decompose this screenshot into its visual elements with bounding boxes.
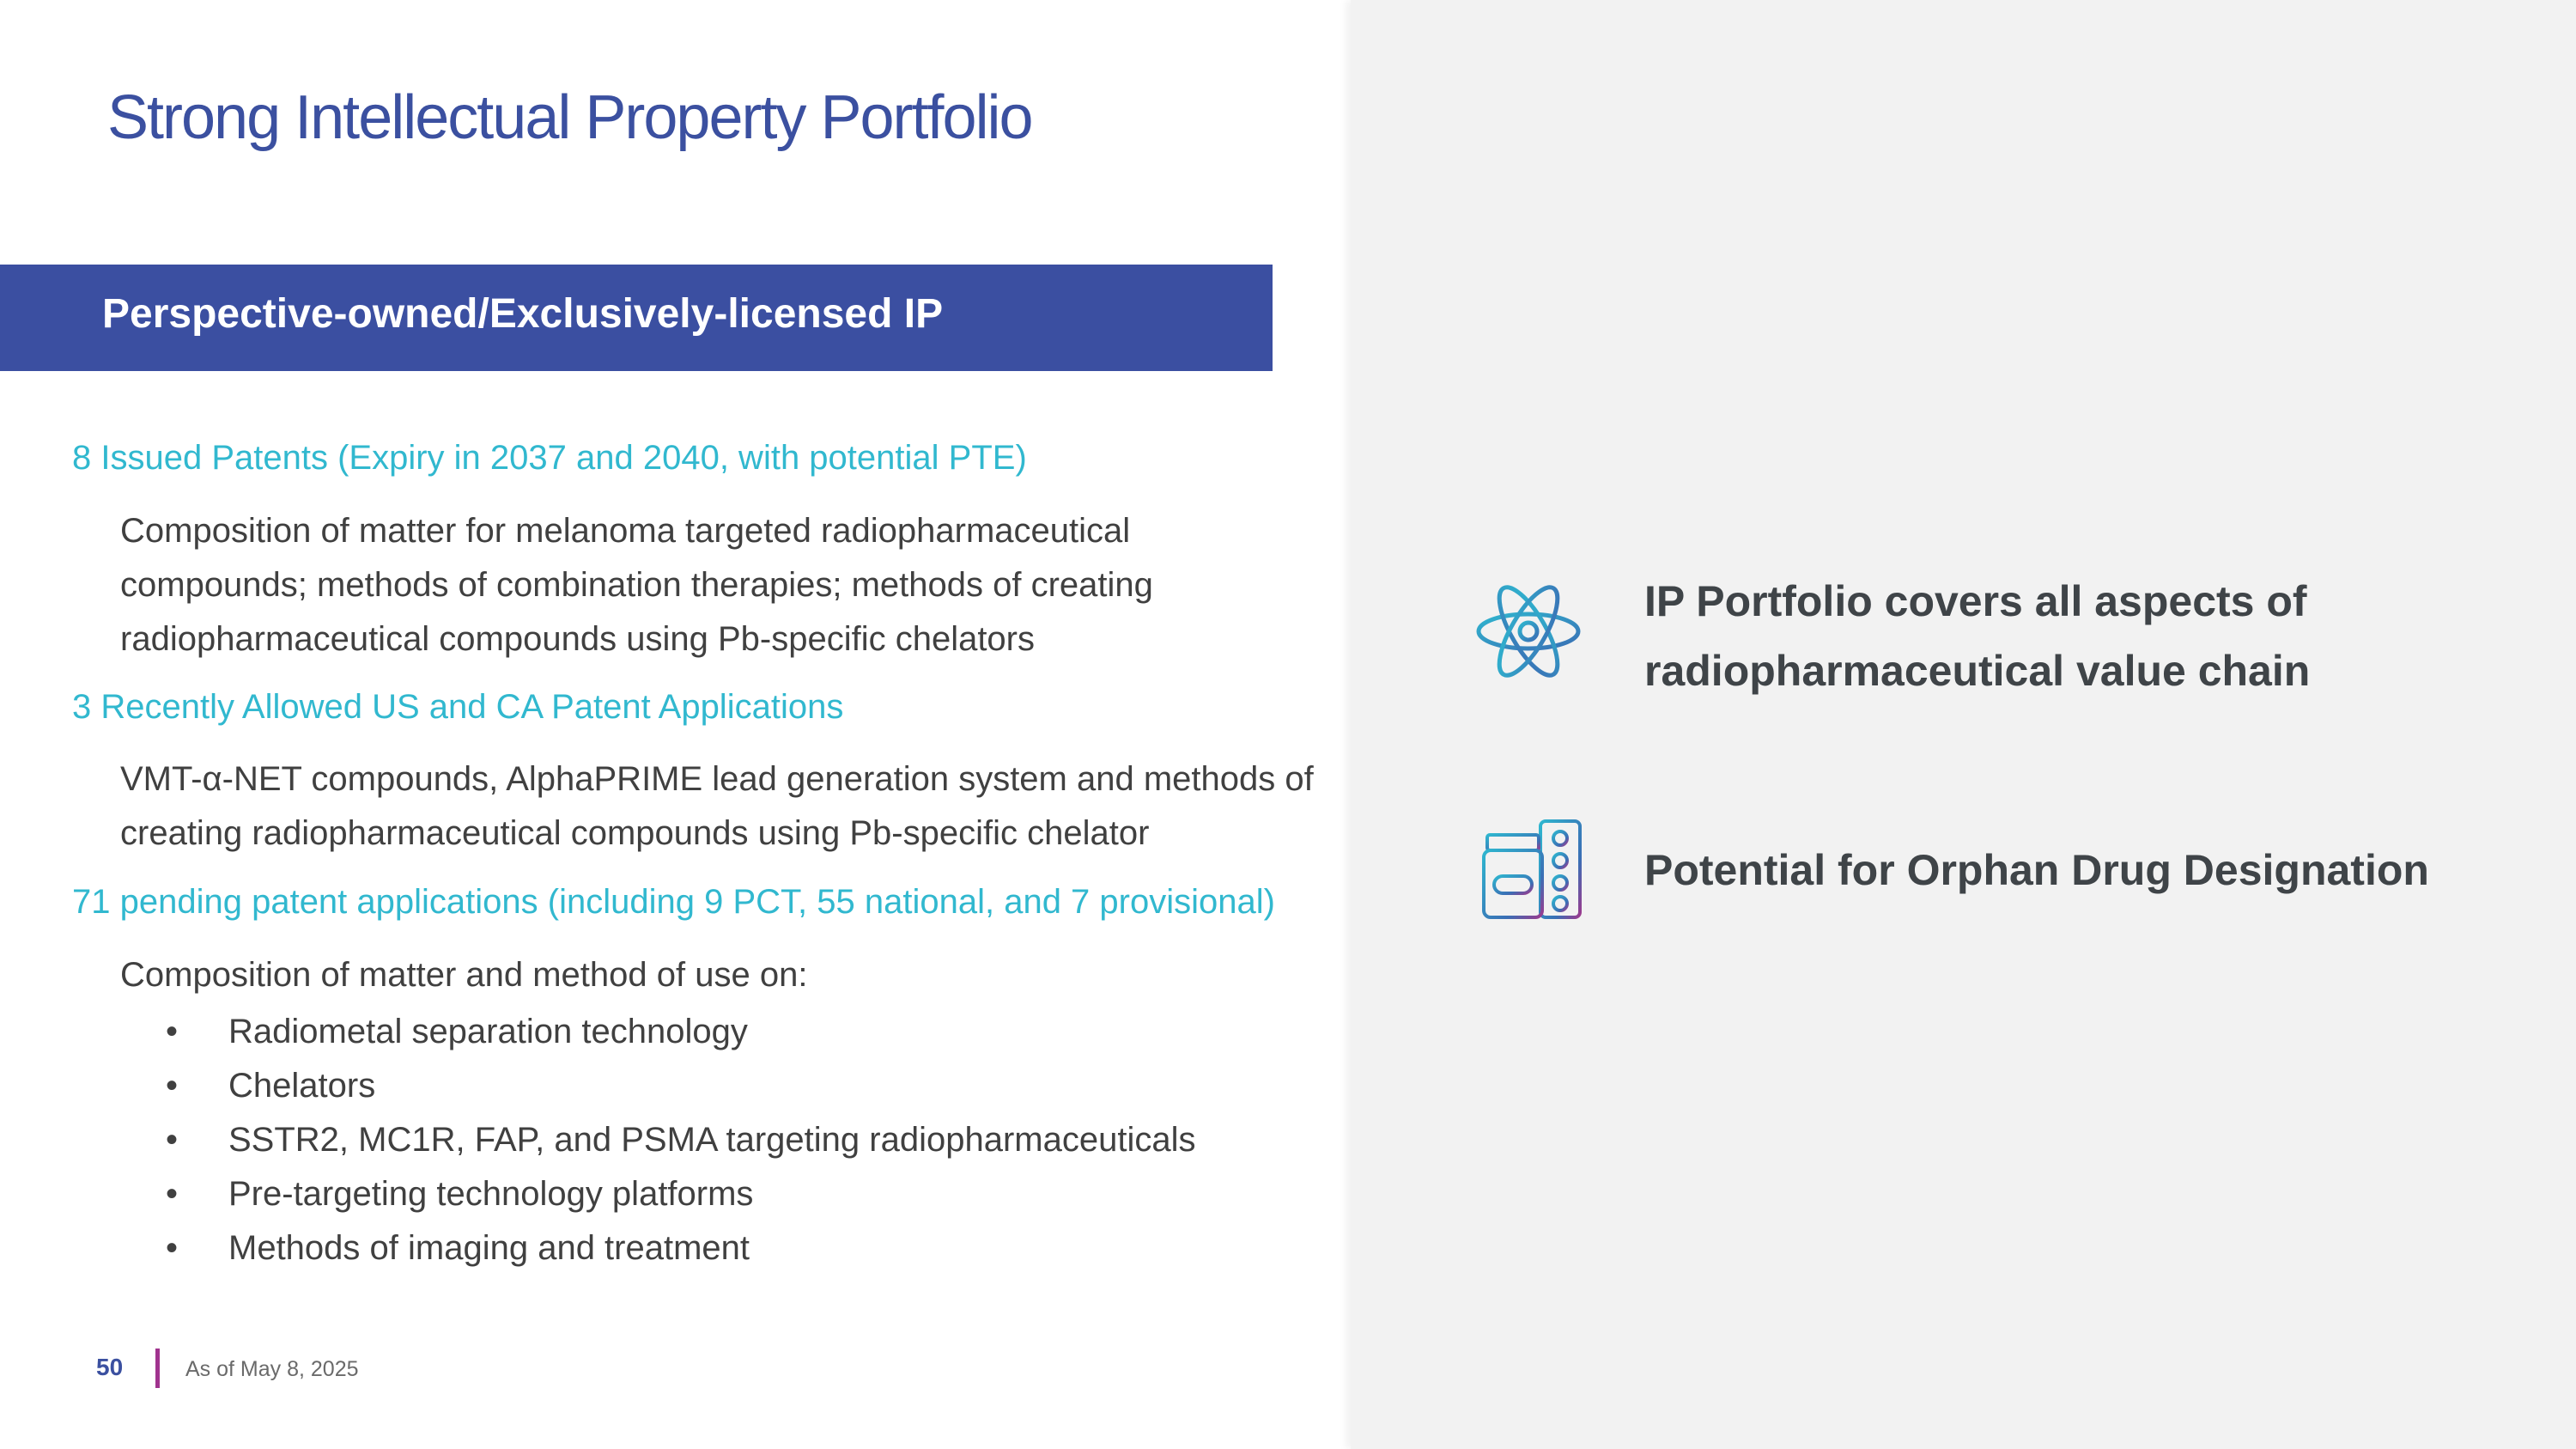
footer-date: As of May 8, 2025: [185, 1357, 359, 1381]
feature-orphan-drug: [1644, 836, 2429, 905]
right-panel: [1351, 0, 2576, 1449]
section-banner: [0, 265, 1273, 371]
text-line: radiopharmaceutical compounds using Pb-specific chelators: [120, 620, 1035, 658]
allowed-applications-heading: 3 Recently Allowed US and CA Patent Applications: [72, 688, 844, 726]
list-item-text: Methods of imaging and treatment: [228, 1229, 750, 1267]
issued-patents-heading: 8 Issued Patents (Expiry in 2037 and 2040, with potential PTE): [72, 439, 1027, 477]
page-number: 50: [96, 1354, 124, 1380]
feature-ip-coverage: [1644, 567, 2310, 706]
list-item-text: SSTR2, MC1R, FAP, and PSMA targeting radiopharmaceuticals: [228, 1121, 1196, 1159]
footer-divider: [155, 1349, 160, 1388]
atom-icon: [1475, 580, 1582, 683]
feature-line: radiopharmaceutical value chain: [1644, 647, 2311, 695]
text-line: compounds; methods of combination therapies; methods of creating: [120, 566, 1153, 604]
pending-applications-heading: 71 pending patent applications (including 9 PCT, 55 national, and 7 provisional): [72, 883, 1275, 921]
pending-applications-text: [120, 948, 807, 1002]
bullet-icon: •: [166, 1121, 179, 1159]
bullet-icon: •: [166, 1175, 179, 1213]
text-line: Composition of matter and method of use on:: [120, 956, 808, 994]
bullet-icon: •: [166, 1013, 179, 1050]
text-line: Composition of matter for melanoma targeted radiopharmaceutical: [120, 512, 1131, 550]
issued-patents-text: [120, 504, 1153, 667]
allowed-applications-text: [120, 752, 1314, 861]
medicine-pills-icon: [1480, 818, 1585, 922]
text-line: VMT-α-NET compounds, AlphaPRIME lead generation system and methods of: [120, 760, 1314, 798]
list-item-text: Chelators: [228, 1067, 376, 1105]
banner-label: Perspective-owned/Exclusively-licensed IP: [102, 291, 944, 337]
text-line: creating radiopharmaceutical compounds using Pb-specific chelator: [120, 814, 1150, 852]
bullet-icon: •: [166, 1229, 179, 1267]
feature-line: Potential for Orphan Drug Designation: [1644, 846, 2429, 894]
slide-title: Strong Intellectual Property Portfolio: [107, 83, 1032, 152]
list-item-text: Radiometal separation technology: [228, 1013, 748, 1050]
feature-line: IP Portfolio covers all aspects of: [1644, 577, 2307, 625]
list-item-text: Pre-targeting technology platforms: [228, 1175, 754, 1213]
bullet-icon: •: [166, 1067, 179, 1105]
